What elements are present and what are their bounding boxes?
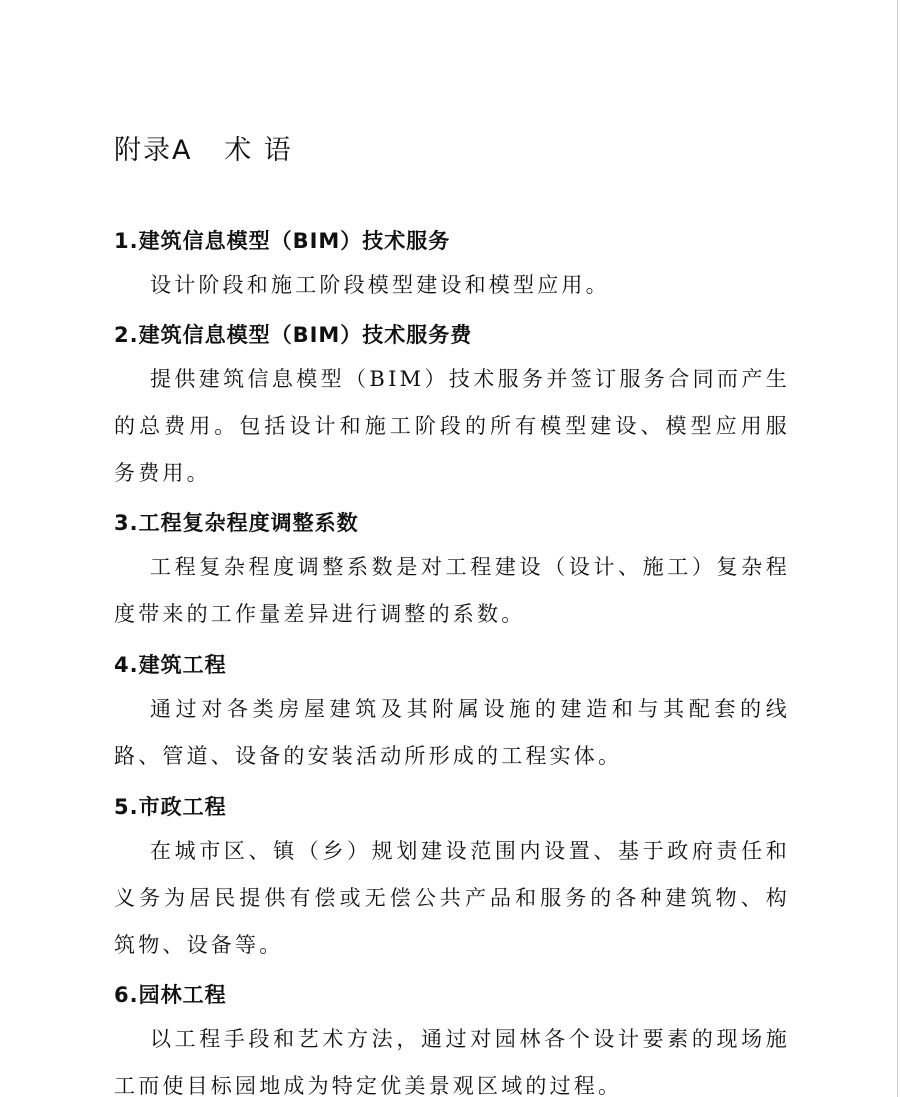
term-4 — [114, 650, 790, 780]
term-heading: 6.园林工程 — [114, 983, 227, 1007]
appendix-title: 附录A 术 语 — [114, 135, 293, 166]
term-definition: 以工程手段和艺术方法，通过对园林各个设计要素的现场施工而使目标园地成为特定优美景观区域的过程。 — [114, 1027, 790, 1097]
term-heading: 4.建筑工程 — [114, 653, 227, 677]
term-5 — [114, 792, 790, 969]
term-3 — [114, 508, 790, 638]
term-2 — [114, 320, 790, 497]
term-definition: 通过对各类房屋建筑及其附属设施的建造和与其配套的线路、管道、设备的安装活动所形成的工程实体。 — [114, 697, 790, 768]
term-heading: 5.市政工程 — [114, 795, 227, 819]
term-6 — [114, 980, 790, 1097]
term-heading: 1.建筑信息模型（BIM）技术服务 — [114, 229, 451, 253]
term-definition: 提供建筑信息模型（BIM）技术服务并签订服务合同而产生的总费用。包括设计和施工阶段的所有模型建设、模型应用服务费用。 — [114, 367, 790, 485]
term-definition: 在城市区、镇（乡）规划建设范围内设置、基于政府责任和义务为居民提供有偿或无偿公共产品和服务的各种建筑物、构筑物、设备等。 — [114, 839, 790, 957]
page-edge-divider — [897, 0, 898, 1097]
term-heading: 3.工程复杂程度调整系数 — [114, 511, 359, 535]
term-heading: 2.建筑信息模型（BIM）技术服务费 — [114, 323, 473, 347]
term-definition: 工程复杂程度调整系数是对工程建设（设计、施工）复杂程度带来的工作量差异进行调整的系数。 — [114, 555, 790, 626]
term-1 — [114, 226, 790, 309]
term-definition: 设计阶段和施工阶段模型建设和模型应用。 — [150, 273, 610, 297]
